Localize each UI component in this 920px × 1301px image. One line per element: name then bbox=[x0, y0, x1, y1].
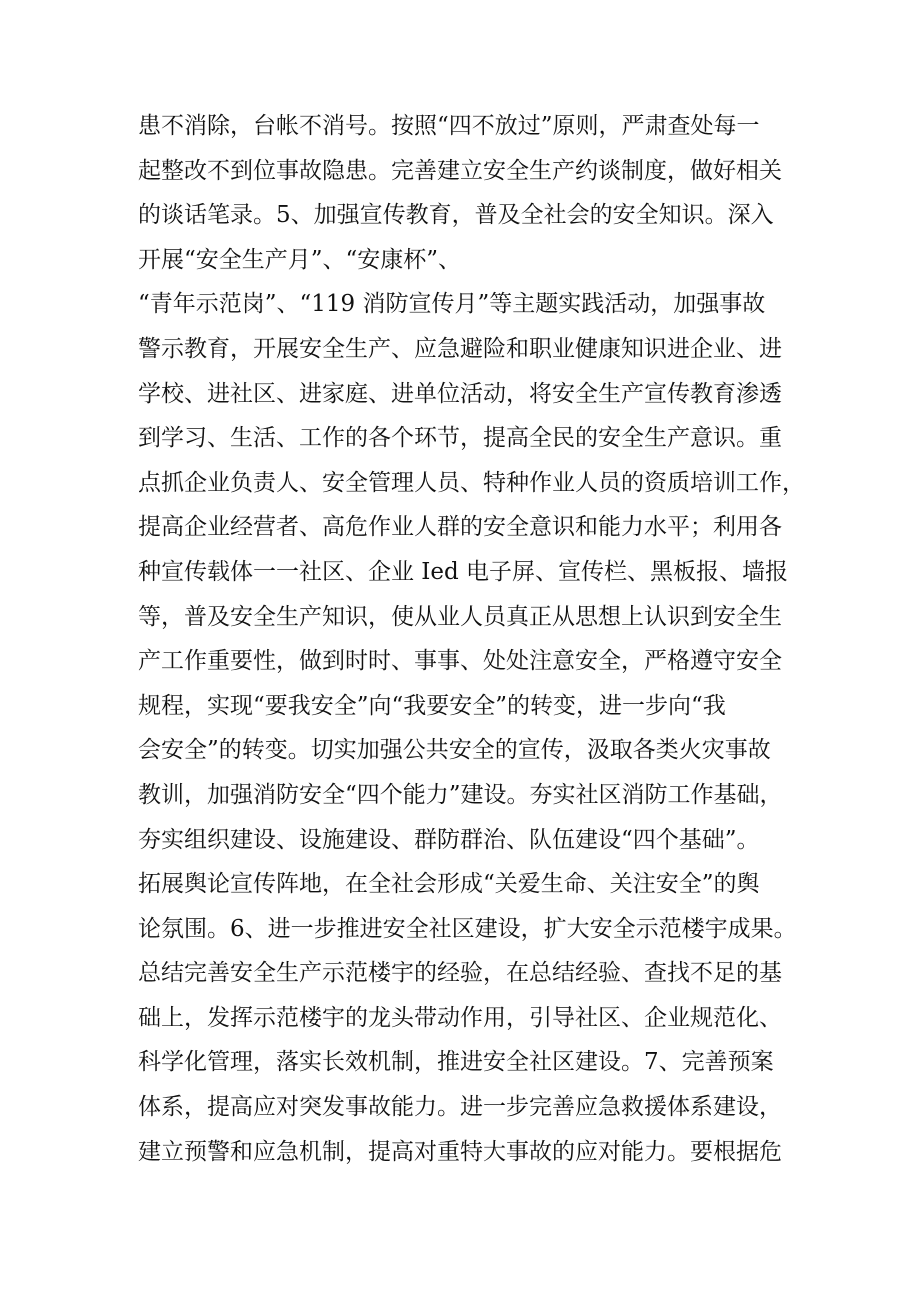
text-line: 建立预警和应急机制，提高对重特大事故的应对能力。要根据危 bbox=[138, 1138, 782, 1165]
text-line: 提高企业经营者、高危作业人群的安全意识和能力水平；利用各 bbox=[138, 514, 782, 541]
text-line: 学校、进社区、进家庭、进单位活动，将安全生产宣传教育渗透 bbox=[138, 380, 782, 407]
text-line: 患不消除，台帐不消号。按照“四不放过”原则，严肃查处每一 bbox=[138, 113, 760, 139]
text-line: “青年示范岗”、“119 消防宣传月”等主题实践活动，加强事故 bbox=[138, 291, 766, 318]
text-line: 总结完善安全生产示范楼宇的经验，在总结经验、查找不足的基 bbox=[138, 960, 782, 987]
text-line: 点抓企业负责人、安全管理人员、特种作业人员的资质培训工作， bbox=[138, 469, 805, 496]
text-line: 规程，实现“要我安全”向“我要安全”的转变，进一步向“我 bbox=[138, 692, 726, 719]
text-line: 种宣传载体一一社区、企业 Ied 电子屏、宣传栏、黑板报、墙报 bbox=[138, 558, 789, 585]
text-line: 开展“安全生产月”、“安康杯”、 bbox=[138, 246, 462, 273]
text-line: 警示教育，开展安全生产、应急避险和职业健康知识进企业、进 bbox=[138, 335, 782, 362]
text-line: 会安全”的转变。切实加强公共安全的宣传，汲取各类火灾事故 bbox=[138, 737, 771, 764]
text-line: 科学化管理，落实长效机制，推进安全社区建设。7、完善预案 bbox=[138, 1049, 774, 1076]
text-line: 础上，发挥示范楼宇的龙头带动作用，引导社区、企业规范化、 bbox=[138, 1004, 782, 1031]
text-line: 的谈话笔录。5、加强宣传教育，普及全社会的安全知识。深入 bbox=[138, 202, 774, 229]
text-line: 等，普及安全生产知识，使从业人员真正从思想上认识到安全生 bbox=[138, 603, 782, 630]
text-line: 起整改不到位事故隐患。完善建立安全生产约谈制度，做好相关 bbox=[138, 157, 782, 184]
text-line: 体系，提高应对突发事故能力。进一步完善应急救援体系建设， bbox=[138, 1094, 782, 1121]
text-line: 论氛围。6、进一步推进安全社区建设，扩大安全示范楼宇成果。 bbox=[138, 915, 797, 942]
text-line: 到学习、生活、工作的各个环节，提高全民的安全生产意识。重 bbox=[138, 425, 782, 452]
text-line: 拓展舆论宣传阵地，在全社会形成“关爱生命、关注安全”的舆 bbox=[138, 871, 760, 898]
body-text bbox=[138, 104, 805, 1174]
text-line: 产工作重要性，做到时时、事事、处处注意安全，严格遵守安全 bbox=[138, 648, 782, 675]
text-line: 夯实组织建设、设施建设、群防群治、队伍建设“四个基础”。 bbox=[138, 826, 760, 853]
text-line: 教训，加强消防安全“四个能力”建设。夯实社区消防工作基础， bbox=[138, 781, 783, 808]
